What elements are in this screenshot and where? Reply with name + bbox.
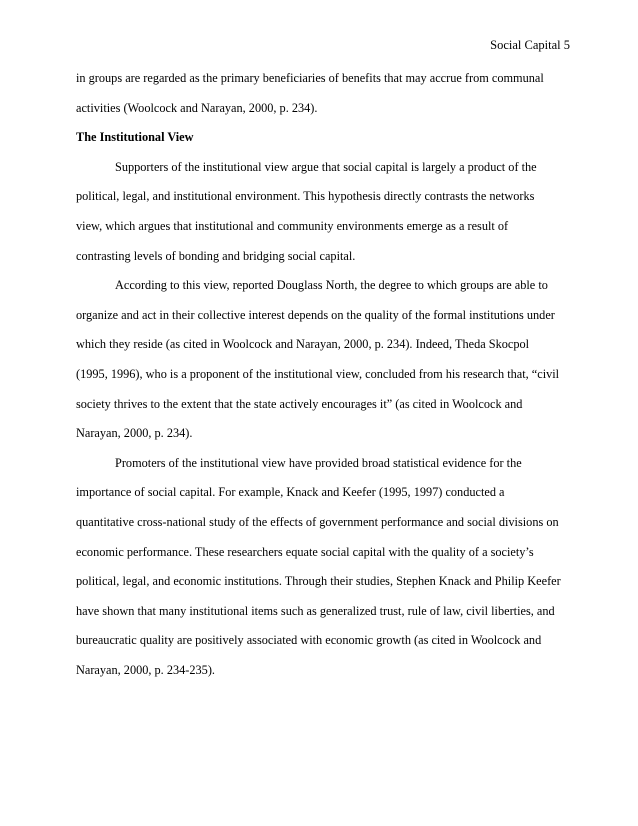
- text-line: bureaucratic quality are positively associated with economic growth (as cited in Woolcock and: [76, 633, 542, 648]
- text-line: political, legal, and institutional environment. This hypothesis directly contrasts the networks: [76, 189, 535, 204]
- text-line: Narayan, 2000, p. 234-235).: [76, 662, 215, 677]
- text-line: economic performance. These researchers equate social capital with the quality of a society’s: [76, 544, 534, 559]
- text-line: Supporters of the institutional view argue that social capital is largely a product of the: [115, 159, 537, 174]
- text-line: (1995, 1996), who is a proponent of the institutional view, concluded from his research that, “civil: [76, 366, 560, 381]
- text-line: political, legal, and economic institutions. Through their studies, Stephen Knack and Philip Keefer: [76, 574, 561, 589]
- text-line: view, which argues that institutional and community environments emerge as a result of: [76, 218, 509, 233]
- running-head: Social Capital 5: [490, 38, 570, 52]
- text-line: quantitative cross-national study of the effects of government performance and social divisions on: [76, 514, 559, 529]
- text-line: which they reside (as cited in Woolcock and Narayan, 2000, p. 234). Indeed, Theda Skocpol: [76, 337, 530, 352]
- text-line: Narayan, 2000, p. 234).: [76, 426, 193, 441]
- text-line: contrasting levels of bonding and bridging social capital.: [76, 248, 356, 263]
- body-text: [76, 70, 576, 691]
- text-line: have shown that many institutional items such as generalized trust, rule of law, civil liberties, and: [76, 603, 555, 618]
- section-heading: The Institutional View: [76, 130, 194, 145]
- text-line: According to this view, reported Douglass North, the degree to which groups are able to: [115, 278, 548, 293]
- text-line: activities (Woolcock and Narayan, 2000, p. 234).: [76, 100, 318, 115]
- text-line: in groups are regarded as the primary beneficiaries of benefits that may accrue from communal: [76, 71, 544, 85]
- text-line: organize and act in their collective interest depends on the quality of the formal institutions under: [76, 307, 555, 322]
- text-line: Promoters of the institutional view have provided broad statistical evidence for the: [115, 455, 522, 470]
- text-line: importance of social capital. For example, Knack and Keefer (1995, 1997) conducted a: [76, 485, 505, 500]
- text-line: society thrives to the extent that the state actively encourages it” (as cited in Woolcock and: [76, 396, 523, 411]
